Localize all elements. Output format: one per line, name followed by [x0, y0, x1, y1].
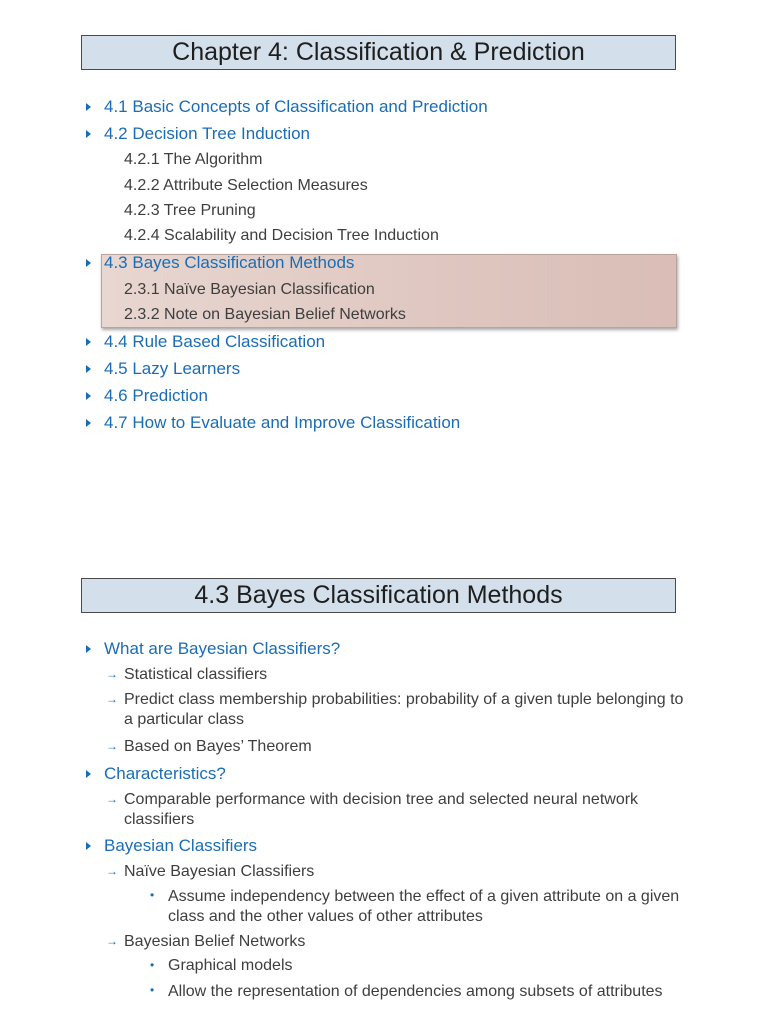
classifiers-heading: Bayesian Classifiers	[104, 836, 258, 855]
arrow-icon: →	[106, 739, 118, 753]
point-comparable: Comparable performance with decision tree and selected neural network classifiers	[124, 791, 639, 828]
point-statistical: Statistical classifiers	[124, 666, 268, 683]
point-belief-networks: Bayesian Belief Networks	[124, 933, 306, 950]
bayes-question: What are Bayesian Classifiers?	[104, 639, 341, 658]
sub-graphical: Graphical models	[168, 957, 293, 974]
toc-sub-4-2-3: 4.2.3 Tree Pruning	[124, 202, 256, 219]
point-naive: Naïve Bayesian Classifiers	[124, 863, 315, 880]
bullet-icon	[86, 770, 91, 778]
arrow-icon: →	[106, 667, 118, 681]
sub-assume: Assume independency between the effect of a given attribute on a given class and the other values of other attributes	[168, 888, 680, 925]
bullet-icon	[86, 365, 91, 373]
arrow-icon: →	[106, 864, 118, 878]
point-predict: Predict class membership probabilities: probability of a given tuple belonging to a particular class	[124, 691, 684, 728]
point-bayes-theorem: Based on Bayes’ Theorem	[124, 738, 312, 755]
slide2-title: 4.3 Bayes Classification Methods	[81, 578, 676, 613]
bullet-icon	[86, 259, 91, 267]
bullet-icon	[86, 645, 91, 653]
dot-icon: •	[150, 888, 155, 902]
toc-item-4-2: 4.2 Decision Tree Induction	[104, 124, 311, 143]
characteristics-heading: Characteristics?	[104, 764, 226, 783]
bullet-icon	[86, 338, 91, 346]
arrow-icon: →	[106, 792, 118, 806]
toc-item-4-1: 4.1 Basic Concepts of Classification and Prediction	[104, 97, 488, 116]
toc-sub-4-2-1: 4.2.1 The Algorithm	[124, 151, 263, 168]
toc-sub-2-3-1: 2.3.1 Naïve Bayesian Classification	[124, 281, 375, 298]
bullet-icon	[86, 419, 91, 427]
toc-item-4-4: 4.4 Rule Based Classification	[104, 332, 326, 351]
arrow-icon: →	[106, 934, 118, 948]
bullet-icon	[86, 103, 91, 111]
bullet-icon	[86, 130, 91, 138]
toc-sub-4-2-4: 4.2.4 Scalability and Decision Tree Induction	[124, 227, 439, 244]
dot-icon: •	[150, 983, 155, 997]
toc-item-4-7: 4.7 How to Evaluate and Improve Classification	[104, 413, 461, 432]
bullet-icon	[86, 392, 91, 400]
slide1-title: Chapter 4: Classification & Prediction	[81, 35, 676, 70]
toc-sub-2-3-2: 2.3.2 Note on Bayesian Belief Networks	[124, 306, 406, 323]
toc-item-4-5: 4.5 Lazy Learners	[104, 359, 241, 378]
arrow-icon: →	[106, 692, 118, 706]
sub-dependencies: Allow the representation of dependencies among subsets of attributes	[168, 983, 663, 1000]
toc-item-4-3: 4.3 Bayes Classification Methods	[104, 253, 355, 272]
bullet-icon	[86, 842, 91, 850]
dot-icon: •	[150, 958, 155, 972]
toc-item-4-6: 4.6 Prediction	[104, 386, 208, 405]
toc-sub-4-2-2: 4.2.2 Attribute Selection Measures	[124, 177, 368, 194]
